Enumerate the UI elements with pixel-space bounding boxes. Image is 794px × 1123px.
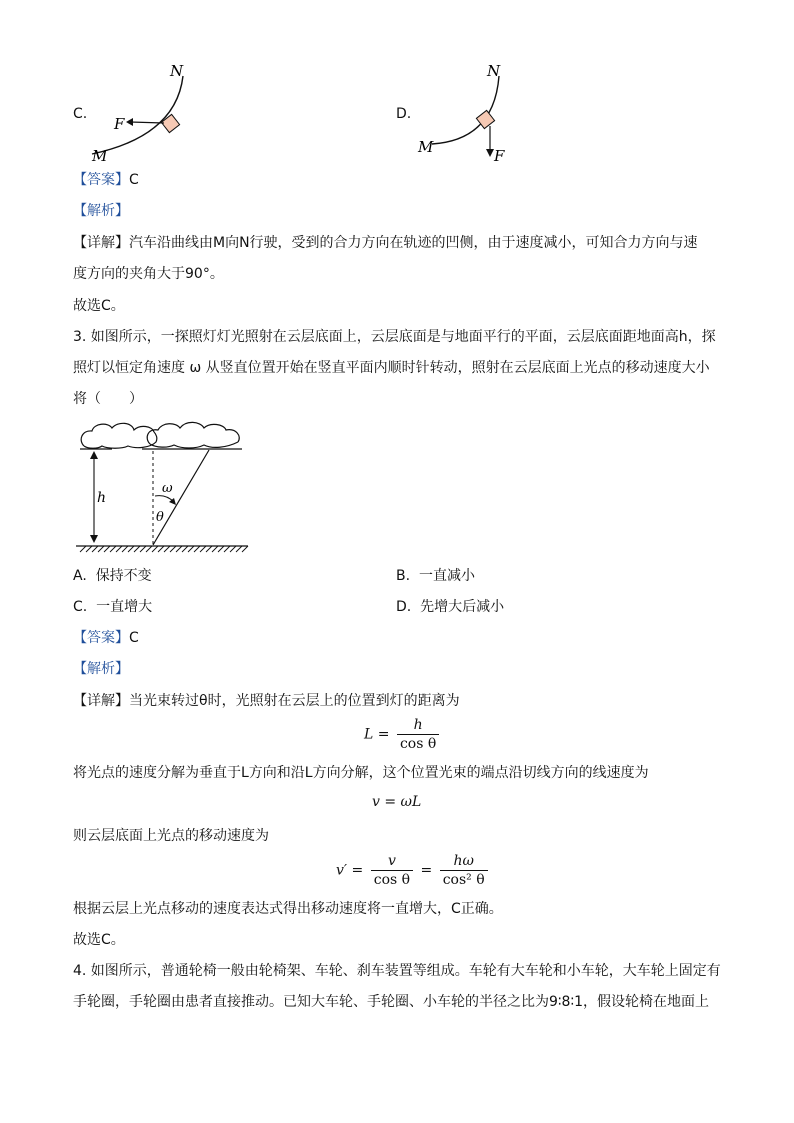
option-c-diagram (88, 58, 208, 168)
label-m: M (418, 138, 434, 156)
option-a-text: 保持不变 (95, 568, 152, 584)
detail-tag: 【详解】 (73, 235, 129, 251)
force-arrow (130, 122, 164, 123)
q3-answer-line (73, 628, 139, 648)
detail-tag: 【详解】 (73, 693, 129, 709)
detail-text-1: 当光束转过θ时，光照射在云层上的位置到灯的距离为 (129, 693, 460, 709)
prev-answer-line (73, 170, 139, 190)
height-arrow-bottom (90, 535, 98, 543)
q3-stem-line-1: 3. 如图所示，一探照灯灯光照射在云层底面上，云层底面是与地面平行的平面，云层底面距地面高h，探 (73, 329, 716, 345)
label-omega: ω (162, 481, 173, 496)
cloud-left-bottom (84, 432, 157, 448)
option-b-label: B. (396, 568, 411, 584)
q3-detail-line-4: 根据云层上光点移动的速度表达式得出移动速度将一直增大，C正确。 (73, 901, 503, 917)
force-arrowhead (126, 118, 133, 126)
q4-stem-line-2: 手轮圈，手轮圈由患者直接推动。已知大车轮、手轮圈、小车轮的半径之比为9∶8∶1，假设轮椅在地面上 (73, 994, 710, 1010)
q3-detail-line-2: 将光点的速度分解为垂直于L方向和沿L方向分解，这个位置光束的端点沿切线方向的线速度为 (73, 765, 649, 781)
prev-detail-line-1 (73, 233, 698, 253)
formula-L (364, 716, 442, 753)
prev-analysis-tag (73, 201, 129, 221)
label-theta: θ (156, 510, 164, 525)
option-c-label: C. (73, 106, 88, 122)
analysis-tag: 【解析】 (73, 203, 129, 219)
formula-v-prime-frac1 (371, 852, 413, 889)
formula-L-lhs: L = (364, 726, 390, 743)
q3-stem-line-2: 照灯以恒定角速度 ω 从竖直位置开始在竖直平面内顺时针转动，照射在云层底面上光点的移动速度大小 (73, 360, 710, 376)
option-d-text: 先增大后减小 (420, 599, 505, 615)
cloud-left (81, 423, 154, 446)
q3-figure (76, 418, 252, 554)
q3-option-c[interactable] (73, 597, 152, 617)
formula-v-prime-eq: = (420, 862, 433, 879)
option-d-label: D. (396, 106, 412, 122)
analysis-tag: 【解析】 (73, 661, 129, 677)
label-h: h (97, 490, 107, 506)
prev-detail-line-2: 度方向的夹角大于90°。 (73, 266, 224, 282)
formula-v-prime-frac2 (440, 852, 488, 889)
cloud-right-bottom (150, 442, 238, 448)
formula-L-num: h (413, 717, 423, 733)
option-d-label: D. (396, 599, 412, 615)
label-m: M (92, 147, 108, 165)
q3-analysis-tag (73, 659, 129, 679)
q3-conclusion: 故选C。 (73, 932, 125, 948)
q3-option-d[interactable] (396, 597, 504, 617)
formula-L-fraction (397, 716, 439, 753)
prev-conclusion: 故选C。 (73, 298, 125, 314)
label-n: N (487, 62, 501, 80)
q3-option-b[interactable] (396, 566, 475, 586)
light-beam (153, 450, 209, 545)
answer-tag: 【答案】 (73, 630, 129, 646)
answer-tag: 【答案】 (73, 172, 129, 188)
frac2-den: cos² θ (440, 870, 488, 889)
formula-L-den: cos θ (397, 734, 439, 753)
label-f: F (114, 115, 125, 133)
q3-stem-line-3: 将（ ） (73, 391, 143, 407)
car-block (161, 114, 179, 132)
option-c-label: C. (73, 599, 88, 615)
option-a-label: A. (73, 568, 87, 584)
q3-detail-line-1 (73, 691, 460, 711)
detail-text-1: 汽车沿曲线由M向N行驶，受到的合力方向在轨迹的凹侧，由于速度减小，可知合力方向与速 (129, 235, 698, 251)
cloud-right (147, 422, 239, 444)
frac1-den: cos θ (371, 870, 413, 889)
trajectory-curve (92, 76, 183, 154)
label-f: F (494, 147, 505, 165)
option-b-text: 一直减小 (418, 568, 475, 584)
option-d-diagram (414, 58, 534, 168)
q3-detail-line-3: 则云层底面上光点的移动速度为 (73, 828, 269, 844)
force-arrowhead (486, 149, 494, 157)
option-c-text: 一直增大 (96, 599, 153, 615)
answer-value: C (129, 630, 139, 646)
label-n: N (170, 62, 184, 80)
q4-stem-line-1: 4. 如图所示，普通轮椅一般由轮椅架、车轮、刹车装置等组成。车轮有大车轮和小车轮，大车轮上固定有 (73, 963, 721, 979)
height-arrow-top (90, 451, 98, 459)
frac1-num: v (387, 853, 396, 869)
formula-v-prime (336, 852, 491, 889)
q3-option-a[interactable] (73, 566, 152, 586)
formula-v: v = ωL (372, 794, 422, 810)
trajectory-curve (432, 76, 499, 144)
ground-hatch (80, 546, 248, 552)
frac2-num: hω (453, 853, 474, 869)
answer-value: C (129, 172, 139, 188)
formula-v-prime-lhs: v′ = (336, 862, 364, 879)
